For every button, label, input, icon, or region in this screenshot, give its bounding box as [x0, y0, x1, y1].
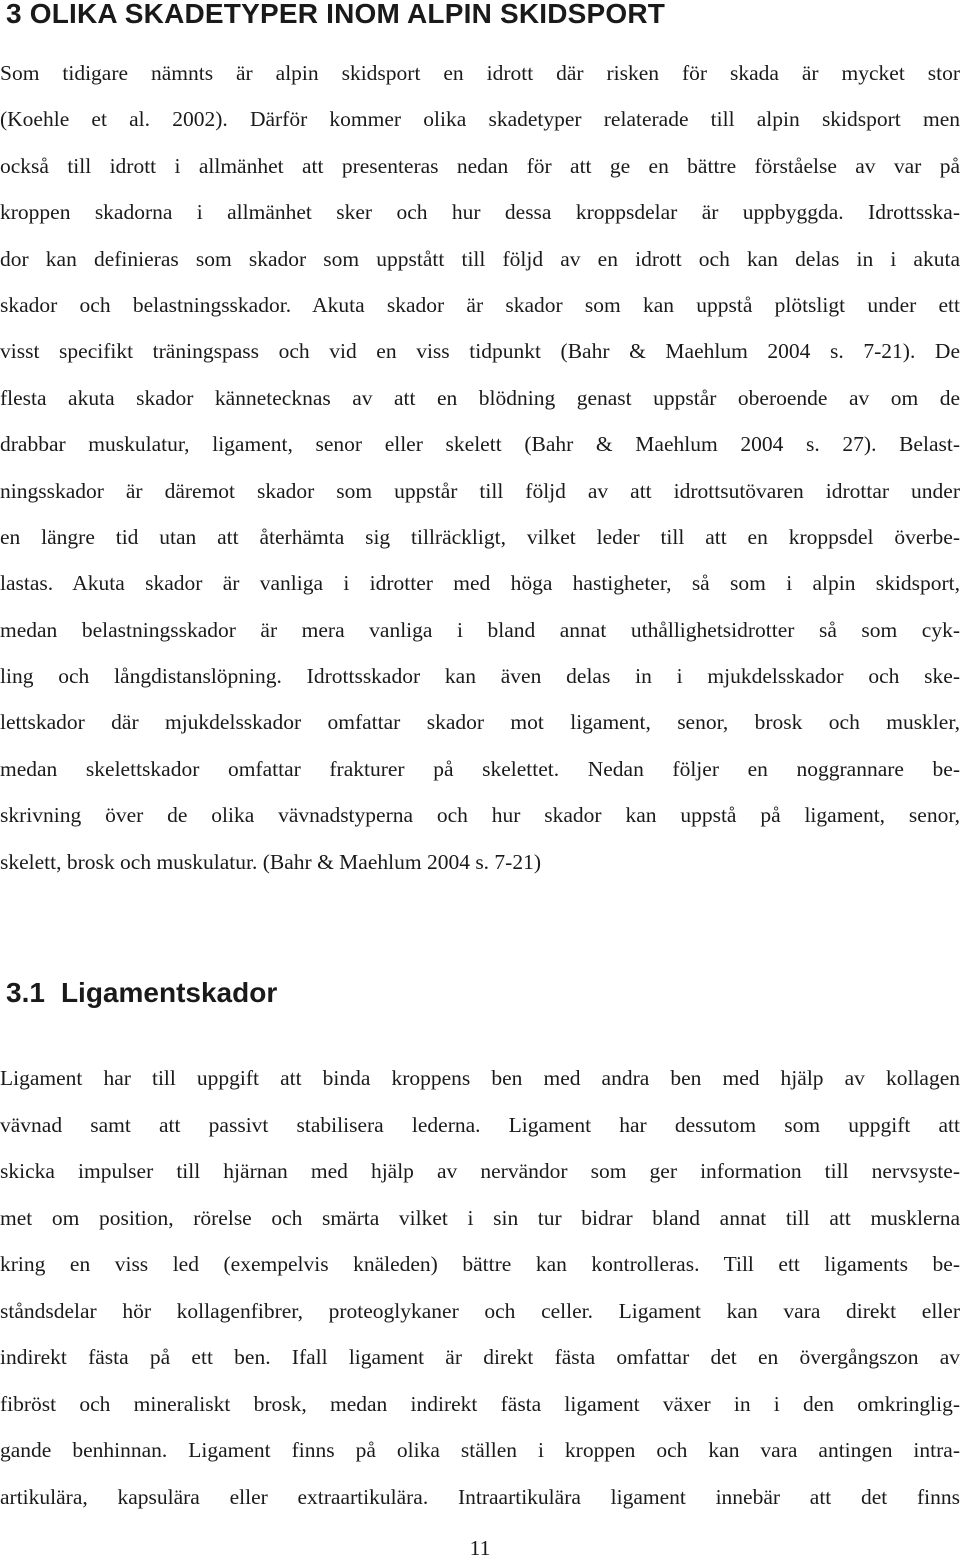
text-line: ståndsdelar hör kollagenfibrer, proteoglykaner och celler. Ligament kan vara direkt eller [0, 1298, 960, 1323]
text-line: (Koehle et al. 2002). Därför kommer olika skadetyper relaterade till alpin skidsport men [0, 107, 960, 132]
text-line: en längre tid utan att återhämta sig tillräckligt, vilket leder till att en kroppsdel överbe- [0, 524, 960, 549]
page-number: 11 [469, 1536, 491, 1560]
text-line: också till idrott i allmänhet att presenteras nedan för att ge en bättre förståelse av var på [0, 153, 960, 178]
paragraph-ligament [0, 1055, 960, 1520]
text-line: flesta akuta skador kännetecknas av att en blödning genast uppstår oberoende av om de [0, 385, 960, 410]
section-number: 3.1 [6, 977, 45, 1008]
text-line: skicka impulser till hjärnan med hjälp av nervändor som ger information till nervsyste- [0, 1159, 960, 1183]
text-line: lastas. Akuta skador är vanliga i idrotter med höga hastigheter, så som i alpin skidsport, [0, 571, 960, 596]
text-line: visst specifikt träningspass och vid en viss tidpunkt (Bahr & Maehlum 2004 s. 7-21). De [0, 339, 960, 364]
text-line: ling och långdistanslöpning. Idrottsskador kan även delas in i mjukdelsskador och ske- [0, 664, 960, 689]
text-line: Ligament har till uppgift att binda kroppens ben med andra ben med hjälp av kollagen [0, 1066, 960, 1090]
text-line: met om position, rörelse och smärta vilket i sin tur bidrar bland annat till att musklerna [0, 1205, 960, 1230]
text-line: skrivning över de olika vävnadstyperna och hur skador kan uppstå på ligament, senor, [0, 803, 960, 828]
text-line: drabbar muskulatur, ligament, senor eller skelett (Bahr & Maehlum 2004 s. 27). Belast- [0, 432, 960, 457]
section-heading [6, 973, 277, 1013]
text-line: skador och belastningsskador. Akuta skador är skador som kan uppstå plötsligt under ett [0, 292, 960, 317]
text-line: dor kan definieras som skador som uppstått till följd av en idrott och kan delas in i akuta [0, 246, 960, 271]
text-line: gande benhinnan. Ligament finns på olika ställen i kroppen och kan vara antingen intra- [0, 1438, 960, 1462]
text-line: kring en viss led (exempelvis knäleden) bättre kan kontrolleras. Till ett ligaments be- [0, 1252, 960, 1276]
text-line: skelett, brosk och muskulatur. (Bahr & Maehlum 2004 s. 7-21) [0, 849, 542, 874]
text-line: kroppen skadorna i allmänhet sker och hur dessa kroppsdelar är uppbyggda. Idrottsska- [0, 200, 960, 225]
text-line: ningsskador är däremot skador som uppstår till följd av att idrottsutövaren idrottar under [0, 478, 960, 503]
text-line: vävnad samt att passivt stabilisera lederna. Ligament har dessutom som uppgift att [0, 1112, 960, 1137]
text-line: medan skelettskador omfattar frakturer på skelettet. Nedan följer en noggrannare be- [0, 756, 960, 781]
text-line: fibröst och mineraliskt brosk, medan indirekt fästa ligament växer in i den omkringlig- [0, 1391, 960, 1416]
text-line: Som tidigare nämnts är alpin skidsport en idrott där risken för skada är mycket stor [0, 61, 960, 85]
paragraph-intro [0, 50, 960, 885]
section-title: Ligamentskador [60, 977, 278, 1008]
text-line: artikulära, kapsulära eller extraartikulära. Intraartikulära ligament innebär att det finns [0, 1484, 960, 1509]
chapter-heading: 3 OLIKA SKADETYPER INOM ALPIN SKIDSPORT [6, 0, 666, 29]
text-line: indirekt fästa på ett ben. Ifall ligament är direkt fästa omfattar det en övergångszon av [0, 1345, 960, 1369]
text-line: lettskador där mjukdelsskador omfattar skador mot ligament, senor, brosk och muskler, [0, 710, 960, 735]
text-line: medan belastningsskador är mera vanliga i bland annat uthållighetsidrotter så som cyk- [0, 617, 960, 642]
